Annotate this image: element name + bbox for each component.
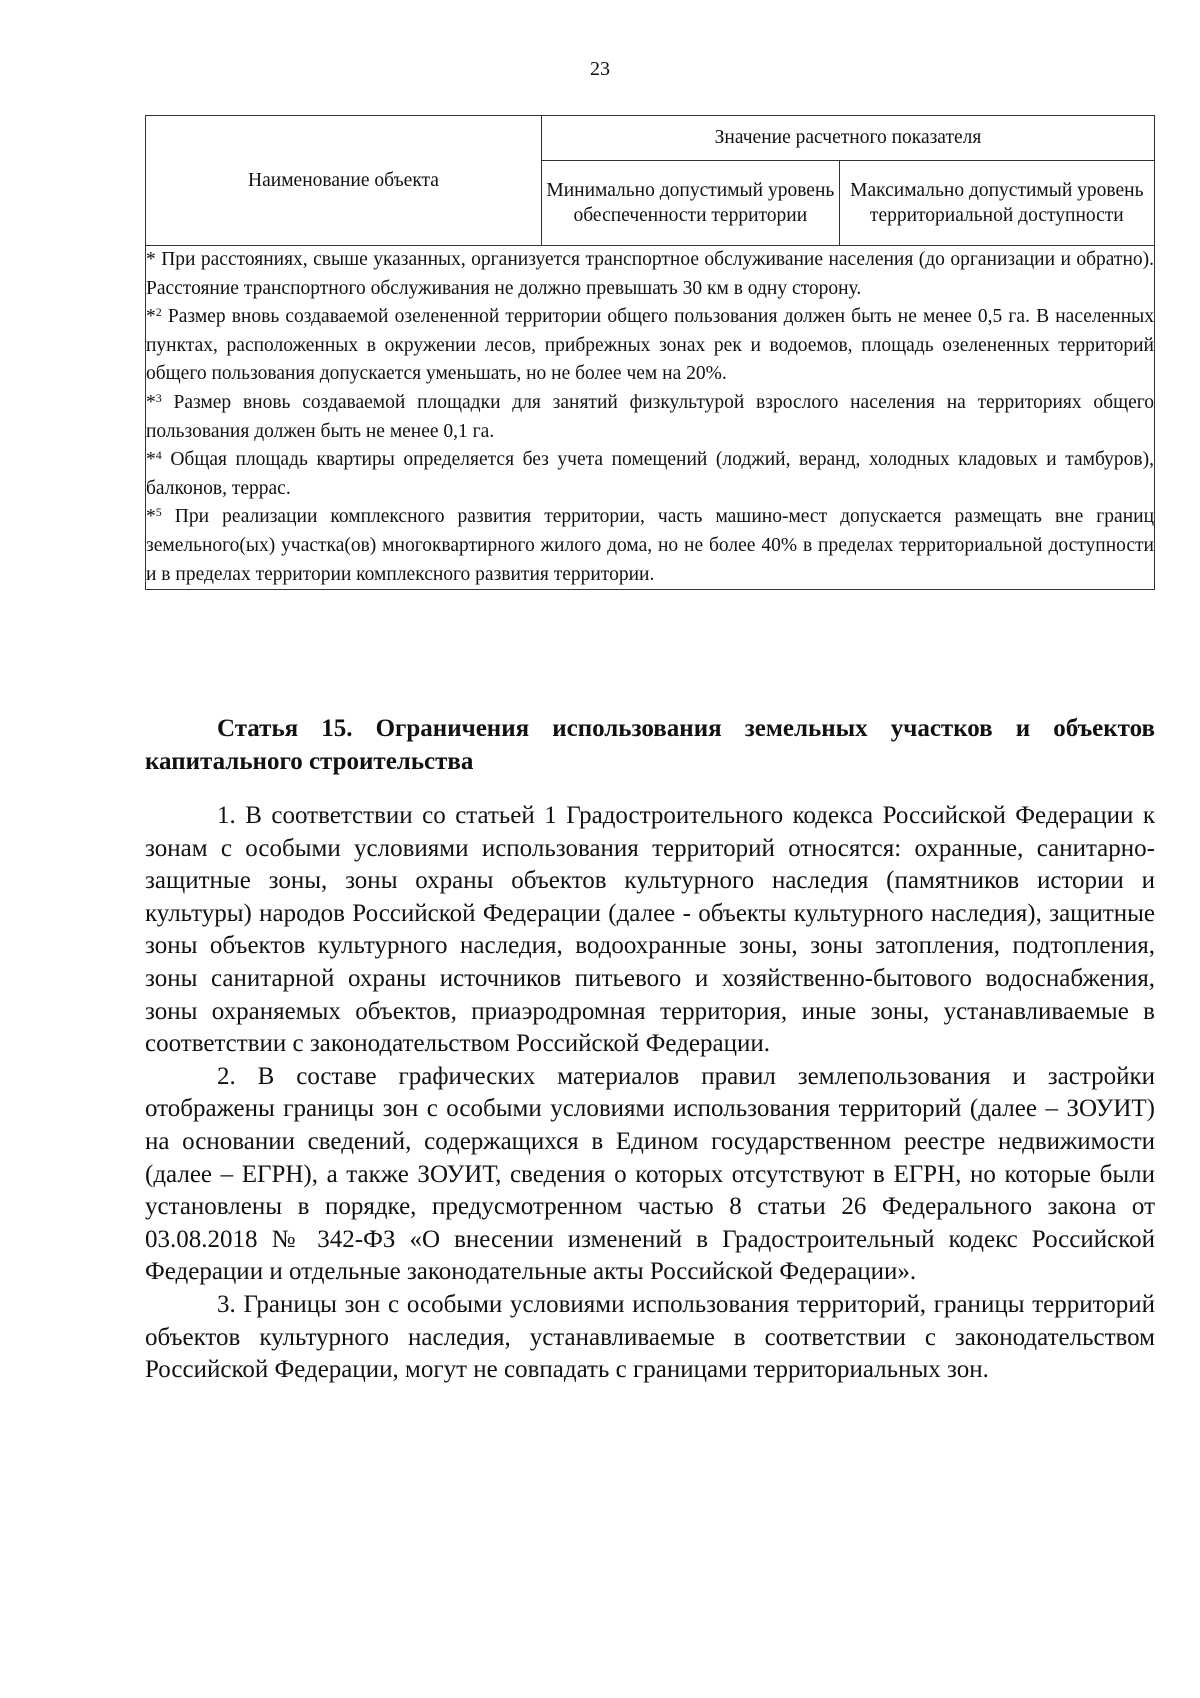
- footnote-number: 2: [155, 305, 162, 320]
- footnote: [146, 303, 1154, 389]
- table-header-row: [146, 116, 1155, 161]
- footnote-text: При расстояниях, свыше указанных, организуется транспортное обслуживание населения (до организации и обратно). Расстояние транспортного обслуживания не должно превышать 30 км в одну сторону.: [146, 249, 1154, 299]
- footnote-number: 5: [155, 505, 162, 520]
- footnote-text: Общая площадь квартиры определяется без учета помещений (лоджий, веранд, холодных кладовых и тамбуров), балконов, террас.: [146, 449, 1155, 499]
- norms-table: [145, 115, 1155, 590]
- footnote: [146, 446, 1154, 503]
- footnote-marker: *: [146, 249, 156, 270]
- footnote-number: 4: [155, 448, 162, 463]
- footnote-marker: *: [146, 506, 156, 528]
- footnote-marker: *: [146, 391, 156, 413]
- footnote-marker: *: [146, 449, 156, 471]
- footnote: [146, 503, 1154, 589]
- article-paragraph: 3. Границы зон с особыми условиями использования территорий, границы территорий объектов культурного наследия, устанавливаемые в соответствии с законодательством Российской Федерации, могут не совпадать с границами территориальных зон.: [145, 1290, 1155, 1384]
- footnote: [146, 389, 1154, 446]
- article-title-text: Статья 15. Ограничения использования земельных участков и объектов капитального строительства: [145, 715, 1155, 775]
- article-body: [145, 800, 1155, 1387]
- table-notes: [146, 246, 1155, 590]
- header-indicator-value: Значение расчетного показателя: [542, 116, 1155, 161]
- footnote-text: При реализации комплексного развития территории, часть машино-мест допускается размещать вне границ земельного(ых) участка(ов) многоквартирного жилого дома, но не более 40% в пределах территориальной доступности и в пределах территории комплексного развития территории.: [146, 506, 1155, 585]
- footnote-number: 3: [155, 390, 162, 405]
- footnote-text: Размер вновь создаваемой озелененной территории общего пользования должен быть не менее 0,5 га. В населенных пунктах, расположенных в окружении лесов, прибрежных зонах рек и водоемов, площадь озелененных территорий общего пользования допускается уменьшать, но не более чем на 20%.: [146, 306, 1154, 385]
- footnote-marker: *: [146, 306, 156, 328]
- table-notes-row: [146, 246, 1155, 590]
- header-min-level: Минимально допустимый уровень обеспеченности территории: [542, 161, 840, 246]
- footnote: [146, 246, 1154, 303]
- article-paragraph: 2. В составе графических материалов правил землепользования и застройки отображены границы зон с особыми условиями использования территорий (далее – ЗОУИТ) на основании сведений, содержащихся в Едином государственном реестре недвижимости (далее – ЕГРН), а также ЗОУИТ, сведения о которых отсутствуют в ЕГРН, но которые были установлены в порядке, предусмотренном частью 8 статьи 26 Федерального закона от 03.08.2018 № 342-ФЗ «О внесении изменений в Градостроительный кодекс Российской Федерации и отдельные законодательные акты Российской Федерации».: [145, 1062, 1155, 1286]
- page-number: 23: [590, 58, 610, 80]
- article-paragraph: 1. В соответствии со статьей 1 Градостроительного кодекса Российской Федерации к зонам с особыми условиями использования территорий относятся: охранные, санитарно-защитные зоны, зоны охраны объектов культурного наследия (памятников истории и культуры) народов Российской Федерации (далее - объекты культурного наследия), защитные зоны объектов культурного наследия, водоохранные зоны, зоны затопления, подтопления, зоны санитарной охраны источников питьевого и хозяйственно-бытового водоснабжения, зоны охраняемых объектов, приаэродромная территория, иные зоны, устанавливаемые в соответствии с законодательством Российской Федерации.: [145, 802, 1155, 1058]
- footnote-text: Размер вновь создаваемой площадки для занятий физкультурой взрослого населения на территориях общего пользования должен быть не менее 0,1 га.: [146, 391, 1154, 442]
- header-object-name: Наименование объекта: [146, 116, 542, 246]
- header-max-level: Максимально допустимый уровень территориальной доступности: [839, 161, 1154, 246]
- article-title: [145, 712, 1155, 778]
